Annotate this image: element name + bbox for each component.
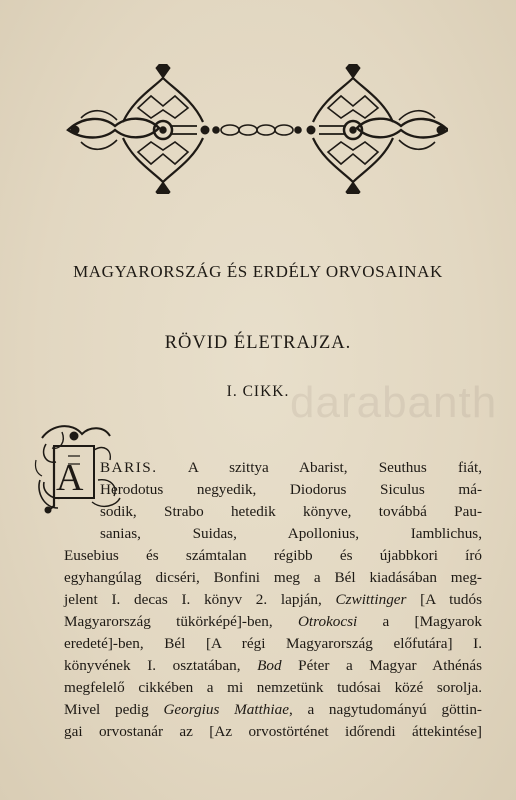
text-line-2: Herodotus negyedik, Diodorus Siculus má- [100, 481, 482, 498]
text-line-13: gai orvostanár az [Az orvostörténet időrendi áttekintése] [64, 723, 482, 740]
page-title-line2: RÖVID ÉLETRAJZA. [164, 333, 352, 353]
chapter-heading: I. CIKK. [226, 383, 290, 400]
text-line-3: sodik, Strabo hetedik könyve, továbbá Pau- [100, 503, 482, 520]
text-line-12: Mivel pedig Georgius Matthiae, a nagytudományú göttin- [64, 701, 482, 718]
text-line-6: egyhangúlag dicséri, Bonfini meg a Bél kiadásában meg- [64, 569, 482, 586]
text-line-10: könyvének I. osztatában, Bod Péter a Magyar Athénás [64, 657, 483, 674]
drop-cap-letter: A [56, 457, 84, 499]
watermark: darabanth [290, 378, 498, 427]
text-line-9: eredeté]-ben, Bél [A régi Magyarország előfutára] I. [64, 635, 482, 652]
right-fleuron [307, 64, 448, 194]
center-chain [213, 125, 301, 135]
text-line-11: megfelelő cikkében a mi nemzetünk tudósai közé sorolja. [64, 679, 482, 696]
text-line-5: Eusebius és számtalan régibb és újabbkori író [64, 547, 482, 564]
ornamental-headpiece [58, 64, 448, 194]
text-line-1: BARIS. A szittya Abarist, Seuthus fiát, [100, 459, 482, 476]
left-fleuron [68, 64, 209, 194]
text-line-4: sanias, Suidas, Apollonius, Iamblichus, [100, 525, 482, 542]
text-line-7: jelent I. decas I. könyv 2. lapján, Czwittinger [A tudós [64, 591, 482, 608]
page-title-line1: MAGYARORSZÁG ÉS ERDÉLY ORVOSAINAK [73, 262, 443, 281]
text-line-8: Magyarország tükörképé]-ben, Otrokocsi a [Magyarok [64, 613, 482, 630]
